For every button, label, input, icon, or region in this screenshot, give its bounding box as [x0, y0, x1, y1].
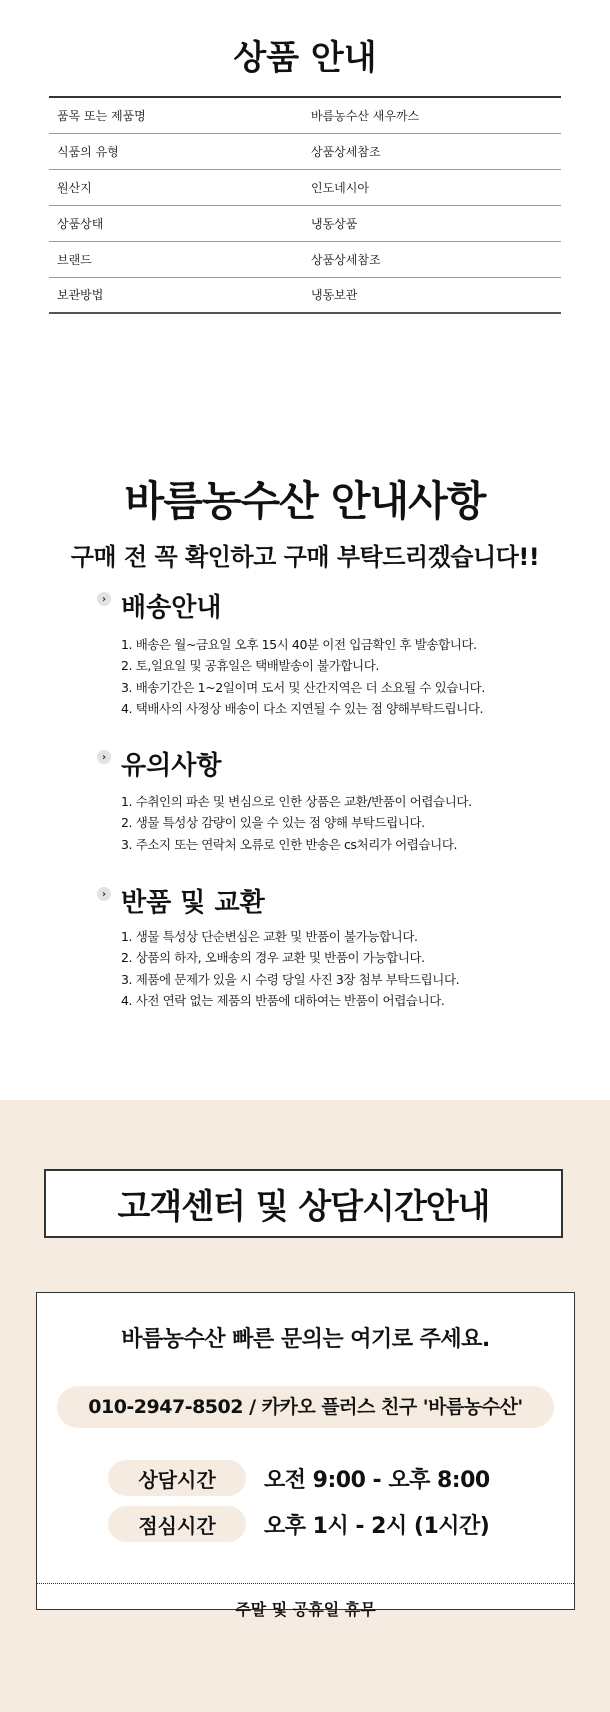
table-cell-label: 원산지: [57, 180, 92, 195]
hours-row-lunch: [108, 1505, 489, 1543]
hours-row-consult: [108, 1459, 490, 1497]
section-heading-cautions: [97, 746, 221, 780]
list-item: 2. 토,일요일 및 공휴일은 택배발송이 불가합니다.: [121, 658, 379, 674]
table-cell-value: 상품상세참조: [311, 144, 381, 159]
hours-label: 점심시간: [108, 1506, 246, 1542]
list-item: 4. 사전 연락 없는 제품의 반품에 대하여는 반품이 어렵습니다.: [121, 992, 445, 1008]
customer-center-heading-box: [44, 1169, 563, 1238]
list-item: 3. 주소지 또는 연락처 오류로 인한 반송은 cs처리가 어렵습니다.: [121, 836, 458, 852]
list-item: 3. 배송기간은 1~2일이며 도서 및 산간지역은 더 소요될 수 있습니다.: [121, 679, 485, 695]
hours-value: 오전 9:00 - 오후 8:00: [264, 1467, 490, 1493]
section-heading-returns: [97, 883, 265, 917]
shipping-list: [121, 634, 485, 719]
hours-label: 상담시간: [108, 1460, 246, 1496]
section-title: 배송안내: [121, 592, 222, 623]
customer-center-card: [36, 1292, 575, 1610]
table-cell-label: 브랜드: [57, 252, 92, 267]
table-cell-value: 냉동상품: [311, 216, 358, 231]
section-title: 유의사항: [121, 750, 222, 781]
table-cell-label: 식품의 유형: [57, 144, 119, 159]
section-title: 반품 및 교환: [121, 887, 265, 918]
section-heading-shipping: [97, 588, 221, 622]
table-row: [49, 133, 561, 169]
list-item: 1. 배송은 월~금요일 오후 15시 40분 이전 입금확인 후 발송합니다.: [121, 637, 477, 652]
table-cell-value: 인도네시아: [311, 180, 369, 195]
table-cell-value: 상품상세참조: [311, 252, 381, 267]
list-item: 2. 생물 특성상 감량이 있을 수 있는 점 양해 부탁드립니다.: [121, 815, 425, 831]
table-row: [49, 169, 561, 205]
list-item: 4. 택배사의 사정상 배송이 다소 지연될 수 있는 점 양해부탁드립니다.: [121, 700, 484, 716]
returns-list: [121, 926, 459, 1011]
list-item: 1. 수취인의 파손 및 변심으로 인한 상품은 교환/반품이 어렵습니다.: [121, 794, 472, 809]
notice-subtitle: 구매 전 꼭 확인하고 구매 부탁드리겠습니다!!: [70, 543, 540, 571]
chevron-right-circle-icon: ›: [97, 592, 111, 606]
contact-info[interactable]: 010-2947-8502 / 카카오 플러스 친구 '바름농수산': [57, 1386, 554, 1428]
list-item: 3. 제품에 문제가 있을 시 수령 당일 사진 3장 첨부 부탁드립니다.: [121, 971, 460, 987]
table-row: [49, 205, 561, 241]
table-row: [49, 277, 561, 313]
product-info-title: 상품 안내: [233, 38, 377, 78]
list-item: 1. 생물 특성상 단순변심은 교환 및 반품이 불가능합니다.: [121, 929, 418, 944]
table-row: [49, 241, 561, 277]
table-cell-label: 보관방법: [57, 288, 104, 303]
list-item: 2. 상품의 하자, 오배송의 경우 교환 및 반품이 가능합니다.: [121, 950, 425, 966]
table-cell-label: 품목 또는 제품명: [57, 108, 146, 123]
table-cell-value: 바름농수산 새우까스: [311, 108, 420, 123]
chevron-right-circle-icon: ›: [97, 750, 111, 764]
cautions-list: [121, 791, 472, 855]
customer-center-lead: 바름농수산 빠른 문의는 여기로 주세요.: [121, 1327, 490, 1352]
notice-title: 바름농수산 안내사항: [124, 477, 486, 525]
closed-note: 주말 및 공휴일 휴무: [235, 1600, 376, 1619]
table-cell-label: 상품상태: [57, 216, 104, 231]
chevron-right-circle-icon: ›: [97, 887, 111, 901]
customer-center-heading: 고객센터 및 상담시간안내: [117, 1187, 490, 1227]
table-cell-value: 냉동보관: [311, 288, 358, 303]
hours-value: 오후 1시 - 2시 (1시간): [264, 1513, 490, 1539]
product-info-table: [49, 96, 561, 314]
table-row: [49, 97, 561, 133]
